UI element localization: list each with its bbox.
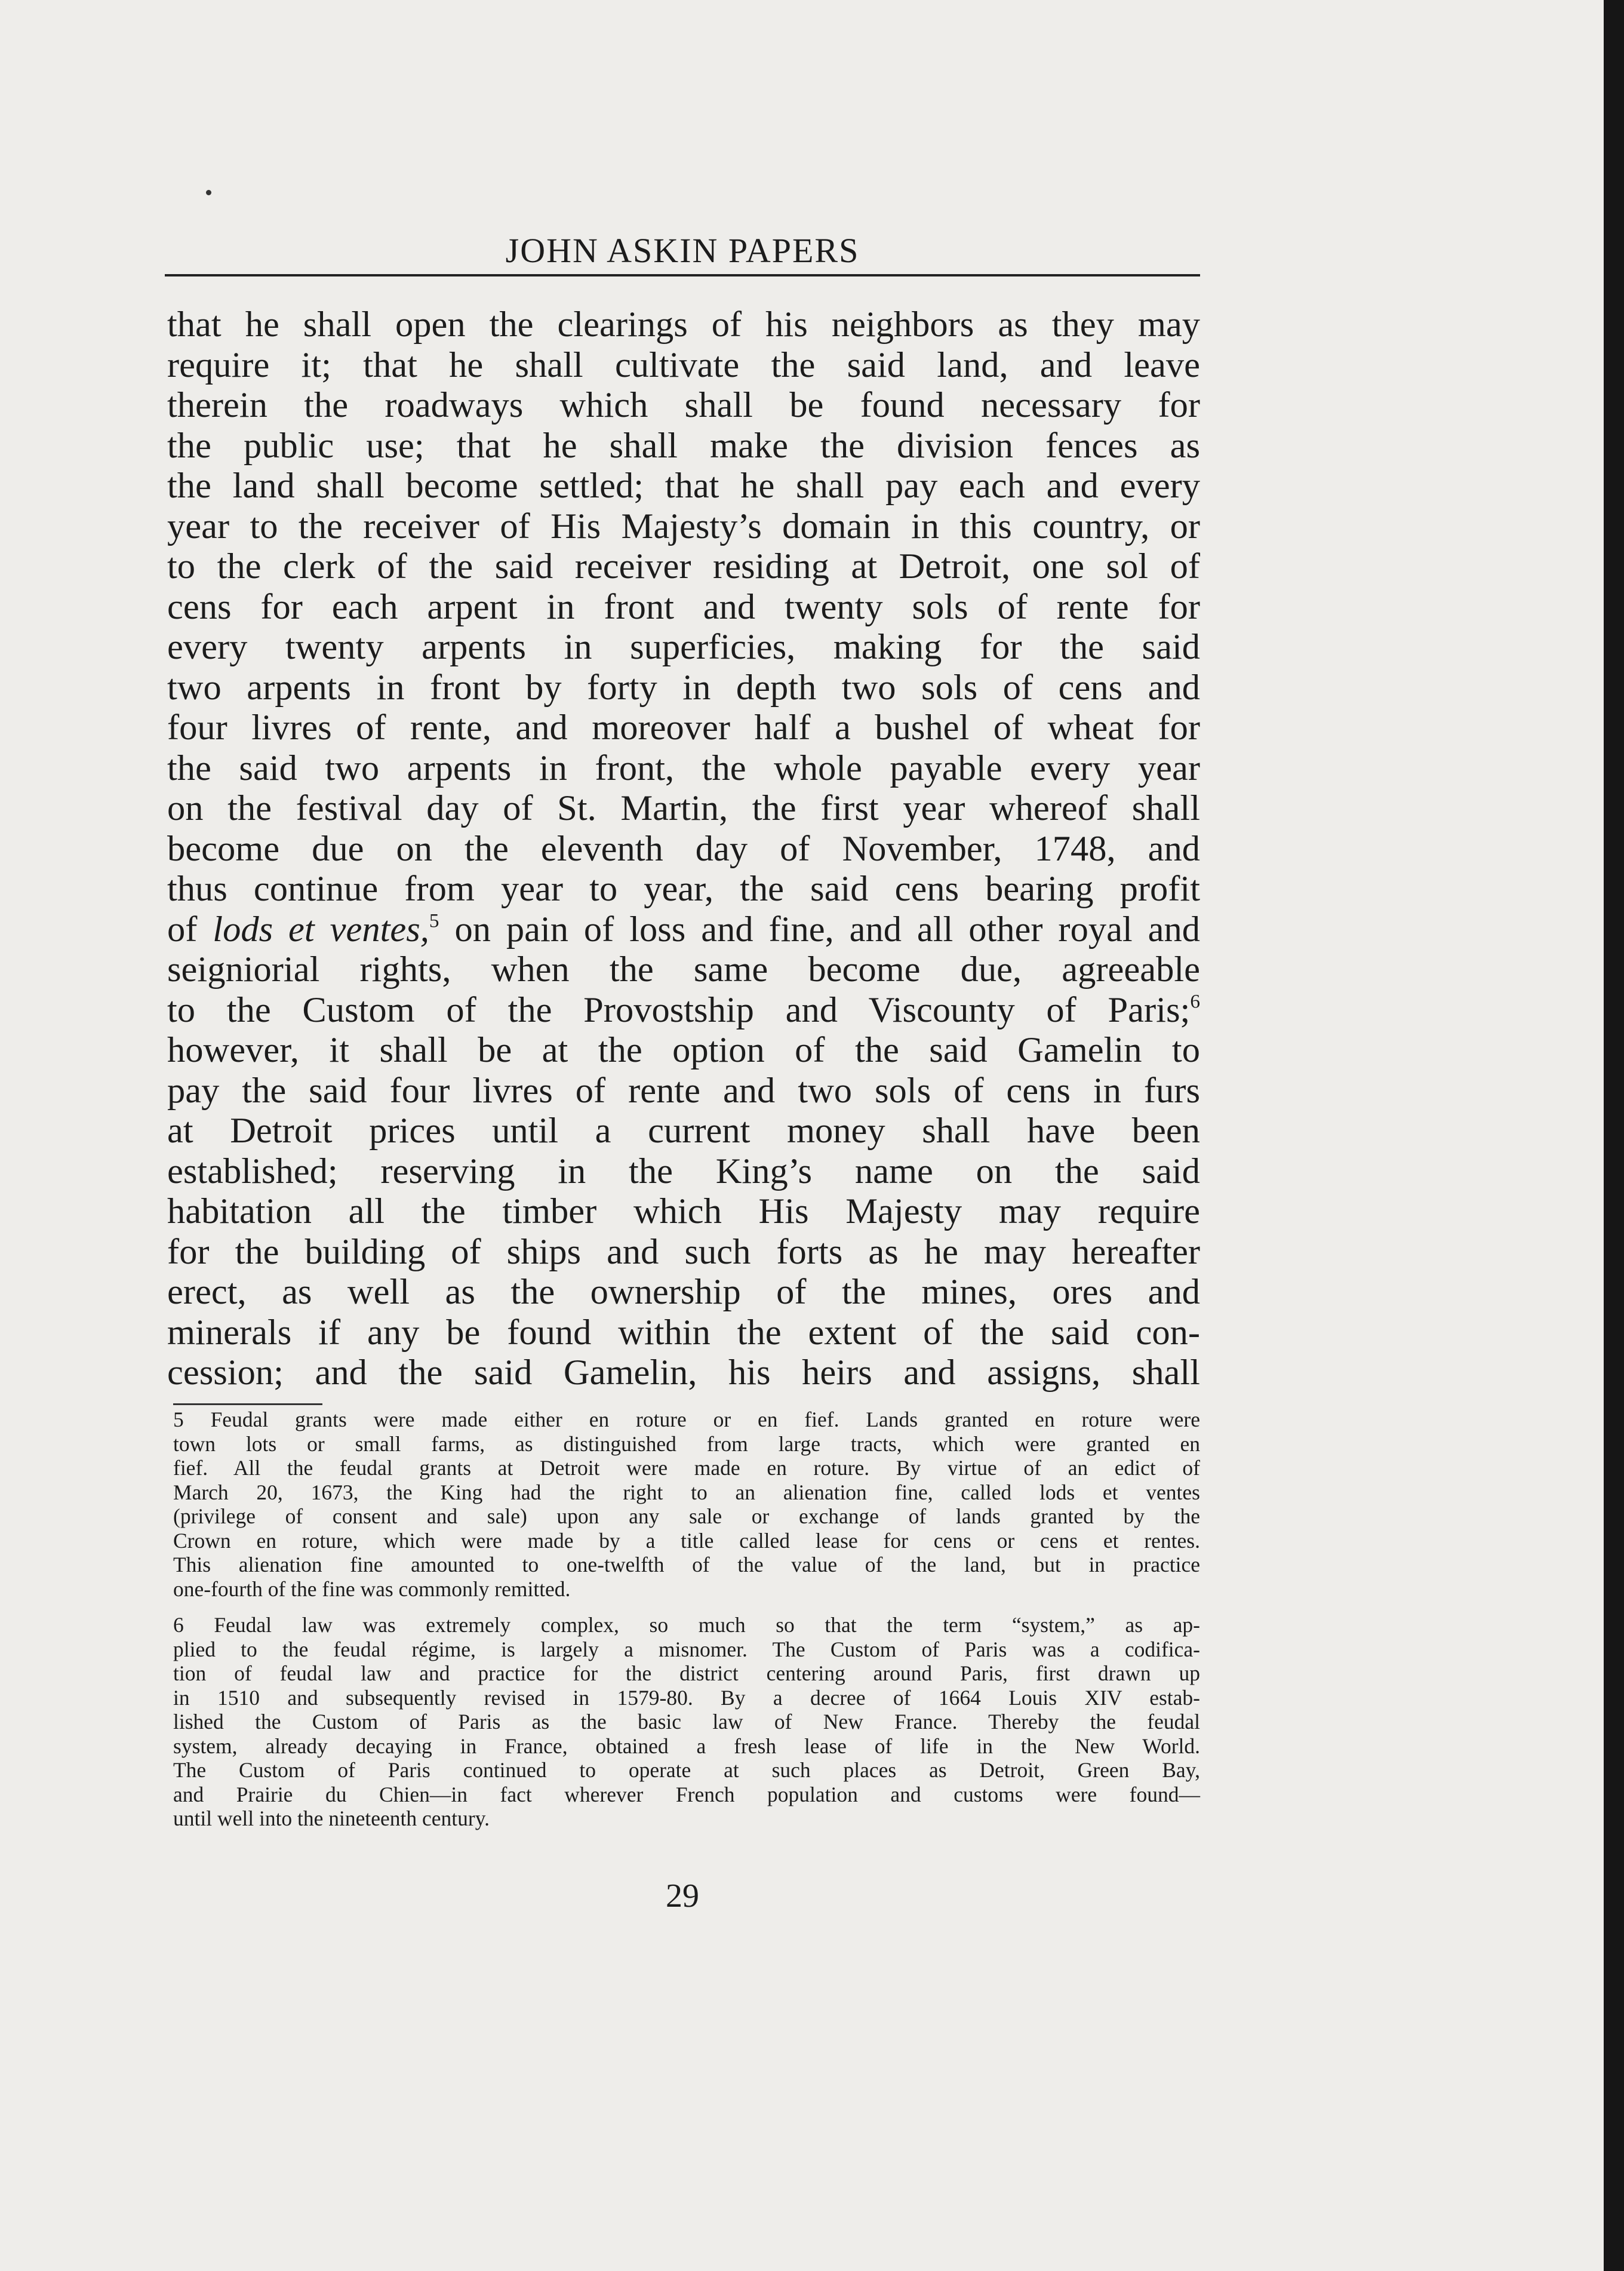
body-line: year to the receiver of His Majesty’s domain in this country, or [167, 506, 1200, 546]
body-line: on the festival day of St. Martin, the first year whereof shall [167, 788, 1200, 828]
body-line: the public use; that he shall make the division fences as [167, 425, 1200, 466]
page-edge-shadow [1604, 0, 1624, 2271]
body-line: the said two arpents in front, the whole payable every year [167, 748, 1200, 788]
footnote-line: tion of feudal law and practice for the district centering around Paris, first drawn up [173, 1661, 1200, 1685]
footnote-line: (privilege of consent and sale) upon any sale or exchange of lands granted by the [173, 1504, 1200, 1528]
body-line: cession; and the said Gamelin, his heirs and assigns, shall [167, 1353, 1200, 1393]
body-line: erect, as well as the ownership of the mines, ores and [167, 1272, 1200, 1312]
body-line: cens for each arpent in front and twenty sols of rente for [167, 586, 1200, 627]
footnote-6 [173, 1613, 1200, 1831]
footnote-line: The Custom of Paris continued to operate at such places as Detroit, Green Bay, [173, 1758, 1200, 1782]
body-line: seigniorial rights, when the same become due, agreeable [167, 949, 1200, 989]
footnote-line: 6 Feudal law was extremely complex, so much so that the term “system,” as ap- [173, 1613, 1200, 1637]
running-head: JOHN ASKIN PAPERS [505, 231, 860, 270]
footnote-line: March 20, 1673, the King had the right to an alienation fine, called lods et ventes [173, 1480, 1200, 1504]
body-line: minerals if any be found within the extent of the said con- [167, 1312, 1200, 1353]
footnote-line: lished the Custom of Paris as the basic law of New France. Thereby the feudal [173, 1710, 1200, 1734]
footnote-line: system, already decaying in France, obtained a fresh lease of life in the New World. [173, 1734, 1200, 1758]
body-line: to the clerk of the said receiver residing at Detroit, one sol of [167, 546, 1200, 586]
footnote-line: and Prairie du Chien—in fact wherever French population and customs were found— [173, 1782, 1200, 1806]
footnotes [173, 1408, 1200, 1831]
footnote-ref-5[interactable]: 5 [429, 909, 439, 932]
footnote-line: Crown en roture, which were made by a title called lease for cens or cens et rentes. [173, 1528, 1200, 1553]
ink-speck [206, 190, 211, 195]
footnote-line: This alienation fine amounted to one-twelfth of the value of the land, but in practice [173, 1553, 1200, 1577]
body-line: that he shall open the clearings of his neighbors as they may [167, 305, 1200, 345]
body-line: for the building of ships and such forts as he may hereafter [167, 1231, 1200, 1272]
body-line: two arpents in front by forty in depth two sols of cens and [167, 667, 1200, 708]
body-line: become due on the eleventh day of November, 1748, and [167, 828, 1200, 869]
body-line: every twenty arpents in superficies, making for the said [167, 627, 1200, 667]
body-line: at Detroit prices until a current money shall have been [167, 1111, 1200, 1151]
footnote-line: in 1510 and subsequently revised in 1579-80. By a decree of 1664 Louis XIV estab- [173, 1685, 1200, 1710]
body-line: habitation all the timber which His Majesty may require [167, 1191, 1200, 1231]
body-text [167, 305, 1200, 1393]
footnote-line: until well into the nineteenth century. [173, 1806, 490, 1830]
body-line: therein the roadways which shall be found necessary for [167, 385, 1200, 425]
footnote-line: fief. All the feudal grants at Detroit were made en roture. By virtue of an edict of [173, 1456, 1200, 1480]
body-line-with-footnote-5: of lods et ventes,$^5$ on pain of loss and fine, and all other royal and [167, 909, 1200, 949]
header-rule [165, 274, 1200, 276]
footnote-ref-6[interactable]: 6 [1190, 990, 1200, 1013]
body-line: the land shall become settled; that he shall pay each and every [167, 466, 1200, 506]
body-line: four livres of rente, and moreover half a bushel of wheat for [167, 708, 1200, 748]
body-line: established; reserving in the King’s name on the said [167, 1151, 1200, 1191]
footnote-line: 5 Feudal grants were made either en roture or en fief. Lands granted en roture were [173, 1408, 1200, 1431]
body-line-with-footnote-6: to the Custom of the Provostship and Viscounty of Paris;$^6$ [167, 989, 1200, 1030]
body-line: pay the said four livres of rente and two sols of cens in furs [167, 1070, 1200, 1111]
footnote-5 [173, 1408, 1200, 1601]
body-line: thus continue from year to year, the said cens bearing profit [167, 869, 1200, 909]
footnote-line: town lots or small farms, as distinguished from large tracts, which were granted en [173, 1431, 1200, 1456]
body-line: require it; that he shall cultivate the said land, and leave [167, 345, 1200, 385]
footnote-rule [173, 1403, 322, 1405]
footnote-line: one-fourth of the fine was commonly remitted. [173, 1577, 571, 1601]
page-number: 29 [666, 1877, 699, 1914]
body-line: however, it shall be at the option of the said Gamelin to [167, 1030, 1200, 1070]
footnote-line: plied to the feudal régime, is largely a misnomer. The Custom of Paris was a codifica- [173, 1637, 1200, 1661]
